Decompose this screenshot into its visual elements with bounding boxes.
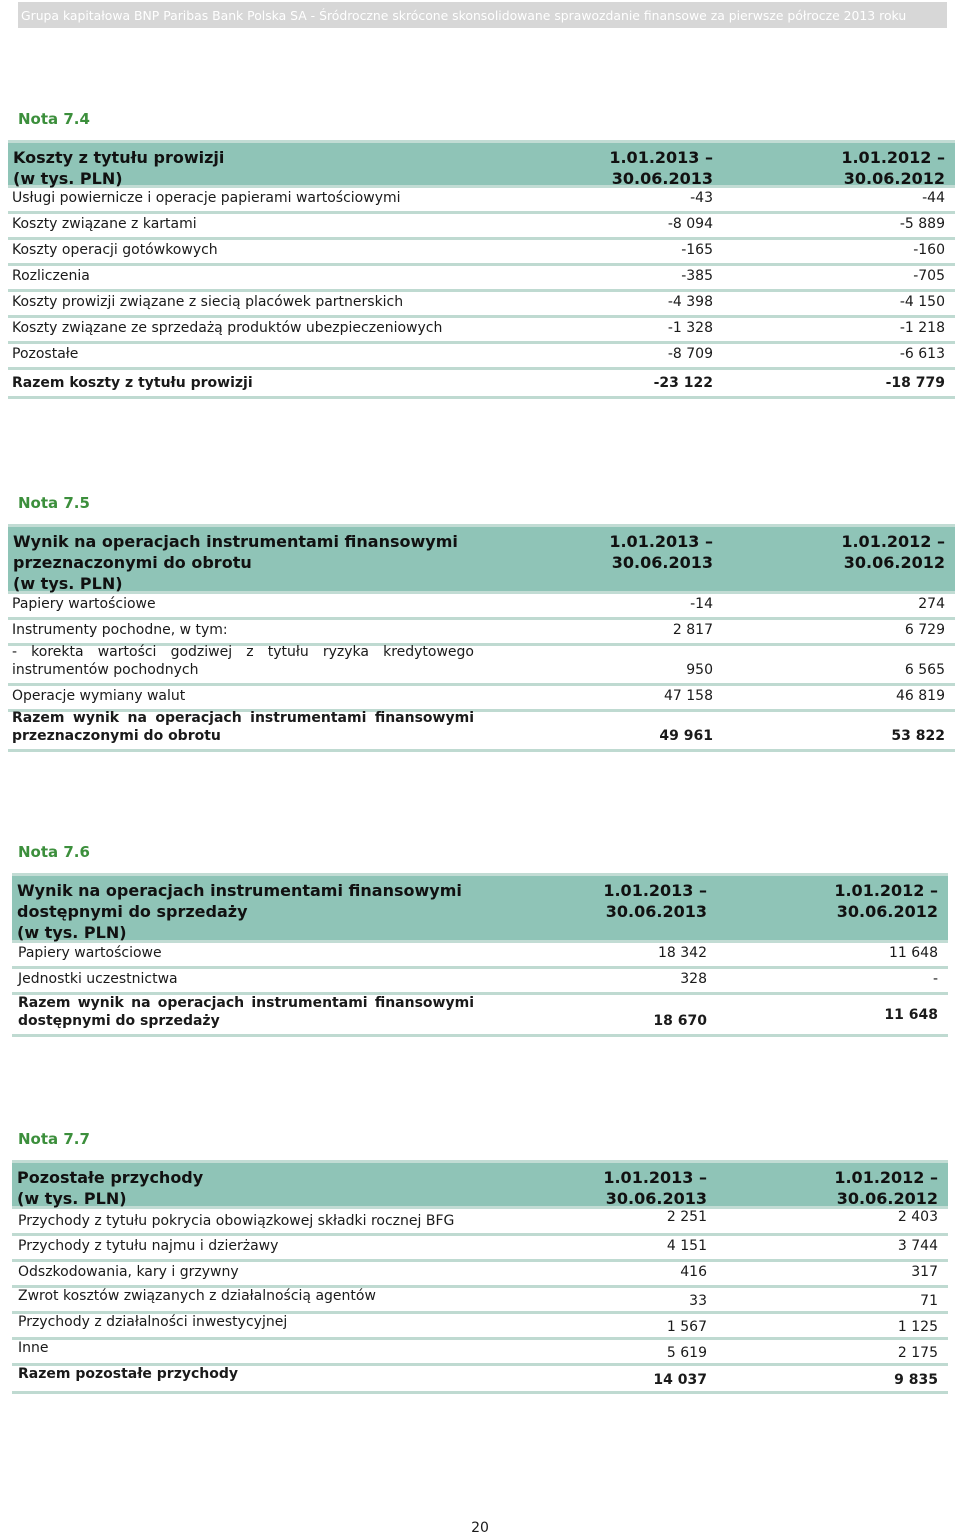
value-2012: -160 — [913, 242, 945, 258]
title-line: przeznaczonymi do obrotu — [13, 553, 252, 572]
table-row — [8, 344, 955, 370]
table-title — [13, 531, 458, 594]
table-row — [12, 969, 948, 995]
value-2013: -43 — [690, 190, 713, 206]
total-row — [12, 995, 948, 1037]
value-2012: 11 648 — [884, 1007, 938, 1023]
total-row — [8, 370, 955, 399]
period-header-2013: 1.01.2013 – 30.06.2013 — [609, 532, 713, 572]
value-2012: 2 403 — [897, 1209, 938, 1225]
table-row — [8, 266, 955, 292]
value-2013: -4 398 — [667, 294, 713, 310]
row-label: Koszty prowizji związane z siecią placówek partnerskich — [12, 294, 404, 310]
table-row — [12, 1209, 948, 1236]
value-2013: -8 709 — [667, 346, 713, 362]
title-unit: (w tys. PLN) — [13, 169, 123, 188]
period-header-2012: 1.01.2012 – 30.06.2012 — [834, 881, 938, 921]
value-2013: 2 817 — [672, 622, 713, 638]
row-label: Koszty związane z kartami — [12, 216, 197, 232]
value-2013: 4 151 — [666, 1238, 707, 1254]
value-2012: 274 — [918, 596, 945, 612]
title-line: Wynik na operacjach instrumentami finansowymi — [17, 881, 462, 900]
value-2012: 3 744 — [897, 1238, 938, 1254]
value-2012: - — [932, 971, 938, 987]
document-header: Grupa kapitałowa BNP Paribas Bank Polska SA - Śródroczne skrócone skonsolidowane sprawozdanie finansowe za pierwsze półrocze 2013 roku — [18, 2, 947, 28]
value-2012: -4 150 — [899, 294, 945, 310]
title-unit: (w tys. PLN) — [17, 1189, 127, 1208]
value-2012: -5 889 — [899, 216, 945, 232]
table-pozostale-przychody — [12, 1160, 948, 1396]
value-2012: 6 729 — [904, 622, 945, 638]
row-label: Zwrot kosztów związanych z działalnością agentów — [18, 1288, 376, 1304]
row-label: Pozostałe — [12, 346, 79, 362]
row-label: Usługi powiernicze i operacje papierami wartościowymi — [12, 190, 401, 206]
row-label: Instrumenty pochodne, w tym: — [12, 622, 228, 638]
value-2013: 18 342 — [658, 945, 707, 961]
table-header — [12, 1160, 948, 1209]
nota-7-7-label: Nota 7.7 — [18, 1130, 90, 1148]
row-label: Razem wynik na operacjach instrumentami finansowymi dostępnymi do sprzedaży — [18, 995, 474, 1029]
value-2013: 416 — [680, 1264, 707, 1280]
period-header-2013: 1.01.2013 – 30.06.2013 — [609, 148, 713, 188]
value-2013: -1 328 — [667, 320, 713, 336]
value-2012: 71 — [920, 1293, 938, 1309]
row-label: Rozliczenia — [12, 268, 90, 284]
value-2012: -1 218 — [899, 320, 945, 336]
table-row — [12, 1236, 948, 1262]
table-instrumenty-obrotu — [8, 524, 955, 754]
table-row — [12, 1314, 948, 1340]
value-2012: 46 819 — [896, 688, 945, 704]
table-row — [12, 1340, 948, 1366]
value-2012: 2 175 — [897, 1345, 938, 1361]
table-title — [13, 147, 224, 189]
table-row — [8, 292, 955, 318]
row-label: Papiery wartościowe — [18, 945, 162, 961]
total-row — [8, 712, 955, 752]
table-row — [12, 1288, 948, 1314]
title-line: dostępnymi do sprzedaży — [17, 902, 248, 921]
value-2012: -705 — [913, 268, 945, 284]
value-2013: -385 — [681, 268, 713, 284]
row-label: Razem pozostałe przychody — [18, 1366, 239, 1382]
value-2013: 18 670 — [653, 1013, 707, 1029]
row-label: Razem koszty z tytułu prowizji — [12, 375, 253, 391]
value-2012: -6 613 — [899, 346, 945, 362]
total-row — [12, 1366, 948, 1394]
value-2012: 9 835 — [894, 1372, 938, 1388]
value-2013: 1 567 — [666, 1319, 707, 1335]
value-2013: -8 094 — [667, 216, 713, 232]
value-2013: -165 — [681, 242, 713, 258]
period-header-2012: 1.01.2012 – 30.06.2012 — [834, 1168, 938, 1208]
table-row — [8, 188, 955, 214]
value-2013: 5 619 — [666, 1345, 707, 1361]
table-row — [8, 318, 955, 344]
value-2013: -14 — [690, 596, 713, 612]
row-label: Przychody z działalności inwestycyjnej — [18, 1314, 288, 1330]
title-line: Koszty z tytułu prowizji — [13, 148, 225, 167]
value-2013: 47 158 — [664, 688, 713, 704]
table-row — [8, 594, 955, 620]
row-label: Jednostki uczestnictwa — [18, 971, 178, 987]
period-header-2012: 1.01.2012 – 30.06.2012 — [841, 148, 945, 188]
table-title — [17, 880, 462, 943]
value-2012: 6 565 — [904, 662, 945, 678]
value-2012: -18 779 — [885, 375, 945, 391]
row-label: - korekta wartości godziwej z tytułu ryzyka kredytowego instrumentów pochodnych — [12, 644, 474, 678]
row-label: Odszkodowania, kary i grzywny — [18, 1264, 239, 1280]
value-2013: 328 — [680, 971, 707, 987]
value-2013: -23 122 — [653, 375, 713, 391]
table-header — [12, 873, 948, 943]
value-2013: 14 037 — [653, 1372, 707, 1388]
nota-7-5-label: Nota 7.5 — [18, 494, 90, 512]
row-label: Przychody z tytułu pokrycia obowiązkowej składki rocznej BFG — [18, 1213, 455, 1229]
value-2012: 53 822 — [891, 728, 945, 744]
row-label: Papiery wartościowe — [12, 596, 156, 612]
table-title — [17, 1167, 203, 1209]
period-header-2013: 1.01.2013 – 30.06.2013 — [603, 1168, 707, 1208]
row-label: Operacje wymiany walut — [12, 688, 186, 704]
row-label: Koszty operacji gotówkowych — [12, 242, 218, 258]
table-instrumenty-sprzedazy — [12, 873, 948, 1039]
title-line: Wynik na operacjach instrumentami finansowymi — [13, 532, 458, 551]
title-line: Pozostałe przychody — [17, 1168, 204, 1187]
table-row — [8, 240, 955, 266]
value-2012: 11 648 — [889, 945, 938, 961]
value-2013: 49 961 — [659, 728, 713, 744]
table-row — [12, 1262, 948, 1288]
page-number: 20 — [471, 1520, 489, 1535]
title-unit: (w tys. PLN) — [13, 574, 123, 593]
value-2012: -44 — [922, 190, 945, 206]
period-header-2012: 1.01.2012 – 30.06.2012 — [841, 532, 945, 572]
row-label: Razem wynik na operacjach instrumentami finansowymi przeznaczonymi do obrotu — [12, 710, 474, 744]
row-label: Inne — [18, 1340, 49, 1356]
value-2012: 1 125 — [897, 1319, 938, 1335]
nota-7-4-label: Nota 7.4 — [18, 110, 90, 128]
table-row — [8, 646, 955, 686]
nota-7-6-label: Nota 7.6 — [18, 843, 90, 861]
table-koszty-prowizji — [8, 140, 955, 402]
value-2013: 950 — [686, 662, 713, 678]
row-label: Przychody z tytułu najmu i dzierżawy — [18, 1238, 279, 1254]
value-2012: 317 — [911, 1264, 938, 1280]
value-2013: 2 251 — [666, 1209, 707, 1225]
row-label: Koszty związane ze sprzedażą produktów ubezpieczeniowych — [12, 320, 443, 336]
table-header — [8, 140, 955, 188]
period-header-2013: 1.01.2013 – 30.06.2013 — [603, 881, 707, 921]
table-header — [8, 524, 955, 594]
title-unit: (w tys. PLN) — [17, 923, 127, 942]
table-row — [12, 943, 948, 969]
value-2013: 33 — [689, 1293, 707, 1309]
table-row — [8, 214, 955, 240]
